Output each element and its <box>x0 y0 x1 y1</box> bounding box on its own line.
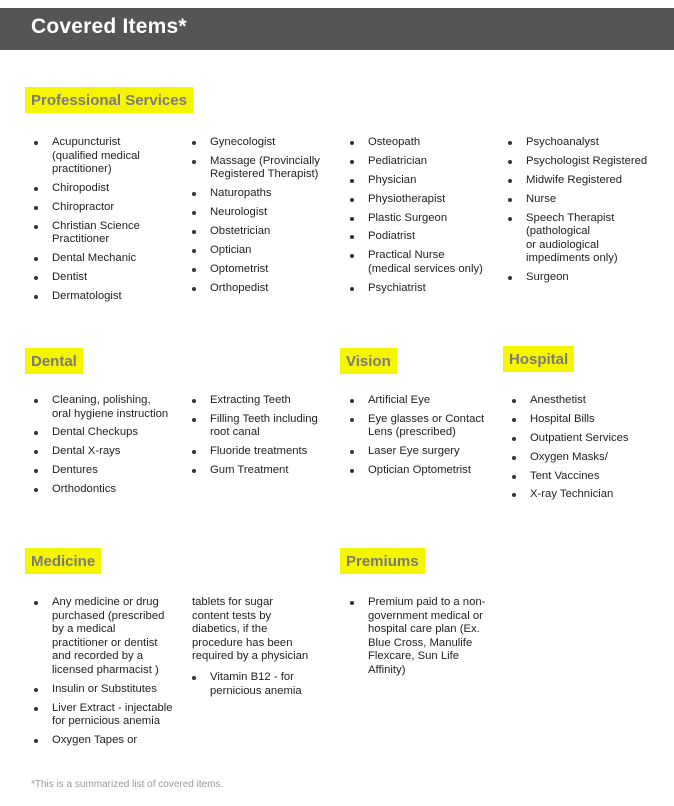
list-item: Psychologist Registered <box>508 155 668 169</box>
list-item: Any medicine or drug purchased (prescribed by a medical practitioner or dentist and recorded by a licensed pharmacist ) <box>34 596 184 678</box>
list-item: Orthopedist <box>192 282 342 296</box>
list-item: Tent Vaccines <box>512 470 662 484</box>
list-item: Optician Optometrist <box>350 464 500 478</box>
list-item: Dental X-rays <box>34 445 184 459</box>
list-item: Dermatologist <box>34 290 184 304</box>
dental-list-col-1 <box>34 394 184 502</box>
professional-list-col-1 <box>34 136 184 309</box>
list-item: Filling Teeth including root canal <box>192 413 342 440</box>
list-item: Oxygen Tapes or <box>34 734 184 748</box>
professional-list-col-4 <box>508 136 668 290</box>
list-item: Laser Eye surgery <box>350 445 500 459</box>
professional-list-col-3 <box>350 136 500 301</box>
section-title-premiums: Premiums <box>340 548 425 574</box>
list-item: Liver Extract - injectable for pernicious anemia <box>34 702 184 729</box>
medicine-list-col-2 <box>192 596 342 669</box>
list-item: Gum Treatment <box>192 464 342 478</box>
list-item: Chiropodist <box>34 182 184 196</box>
list-item: Anesthetist <box>512 394 662 408</box>
list-item: Insulin or Substitutes <box>34 683 184 697</box>
list-item: Plastic Surgeon <box>350 212 500 226</box>
vision-list <box>350 394 500 483</box>
list-item: Midwife Registered <box>508 174 668 188</box>
list-item: Osteopath <box>350 136 500 150</box>
list-item: Massage (Provincially Registered Therapist) <box>192 155 342 182</box>
list-item: Optician <box>192 244 342 258</box>
list-item: Artificial Eye <box>350 394 500 408</box>
section-title-hospital: Hospital <box>503 346 574 372</box>
list-item: Dentist <box>34 271 184 285</box>
list-item: Optometrist <box>192 263 342 277</box>
list-item: Outpatient Services <box>512 432 662 446</box>
list-item: Surgeon <box>508 271 668 285</box>
list-item: Neurologist <box>192 206 342 220</box>
section-title-vision: Vision <box>340 348 397 374</box>
list-item: Physician <box>350 174 500 188</box>
list-item: Dentures <box>34 464 184 478</box>
hospital-list <box>512 394 662 507</box>
list-item: Dental Mechanic <box>34 252 184 266</box>
medicine-continuation-text: tablets for sugar content tests by diabetics, if the procedure has been required by a physician <box>192 596 309 663</box>
dental-list-col-2 <box>192 394 342 483</box>
section-title-professional-services: Professional Services <box>25 87 193 113</box>
list-item: Oxygen Masks/ <box>512 451 662 465</box>
list-item: Fluoride treatments <box>192 445 342 459</box>
medicine-list-col-1 <box>34 596 184 753</box>
section-title-dental: Dental <box>25 348 83 374</box>
list-item: Acupuncturist (qualified medical practitioner) <box>34 136 184 177</box>
header-bar <box>0 8 674 50</box>
section-title-medicine: Medicine <box>25 548 101 574</box>
list-item: Naturopaths <box>192 187 342 201</box>
footnote: *This is a summarized list of covered items. <box>31 779 224 790</box>
list-item: Nurse <box>508 193 668 207</box>
list-item: Extracting Teeth <box>192 394 342 408</box>
list-item: X-ray Technician <box>512 488 662 502</box>
list-item: Cleaning, polishing, oral hygiene instruction <box>34 394 184 421</box>
list-item: Christian Science Practitioner <box>34 220 184 247</box>
list-item: Vitamin B12 - for pernicious anemia <box>192 671 342 698</box>
list-item: Obstetrician <box>192 225 342 239</box>
list-item: Psychiatrist <box>350 282 500 296</box>
list-item: Premium paid to a non- government medical or hospital care plan (Ex. Blue Cross, Manulife Flexcare, Sun Life Affinity) <box>350 596 510 678</box>
list-item: Pediatrician <box>350 155 500 169</box>
list-item: Chiropractor <box>34 201 184 215</box>
page-title: Covered Items* <box>31 15 187 38</box>
list-item: Psychoanalyst <box>508 136 668 150</box>
list-item: Physiotherapist <box>350 193 500 207</box>
premiums-list <box>350 596 510 683</box>
list-item: Eye glasses or Contact Lens (prescribed) <box>350 413 500 440</box>
professional-list-col-2 <box>192 136 342 301</box>
list-item: Practical Nurse (medical services only) <box>350 249 500 276</box>
list-item: Hospital Bills <box>512 413 662 427</box>
medicine-list-col-2-items <box>192 671 342 703</box>
list-item: Podiatrist <box>350 230 500 244</box>
list-item: Orthodontics <box>34 483 184 497</box>
list-item: Dental Checkups <box>34 426 184 440</box>
list-item: Gynecologist <box>192 136 342 150</box>
list-item: Speech Therapist (pathological or audiological impediments only) <box>508 212 668 266</box>
